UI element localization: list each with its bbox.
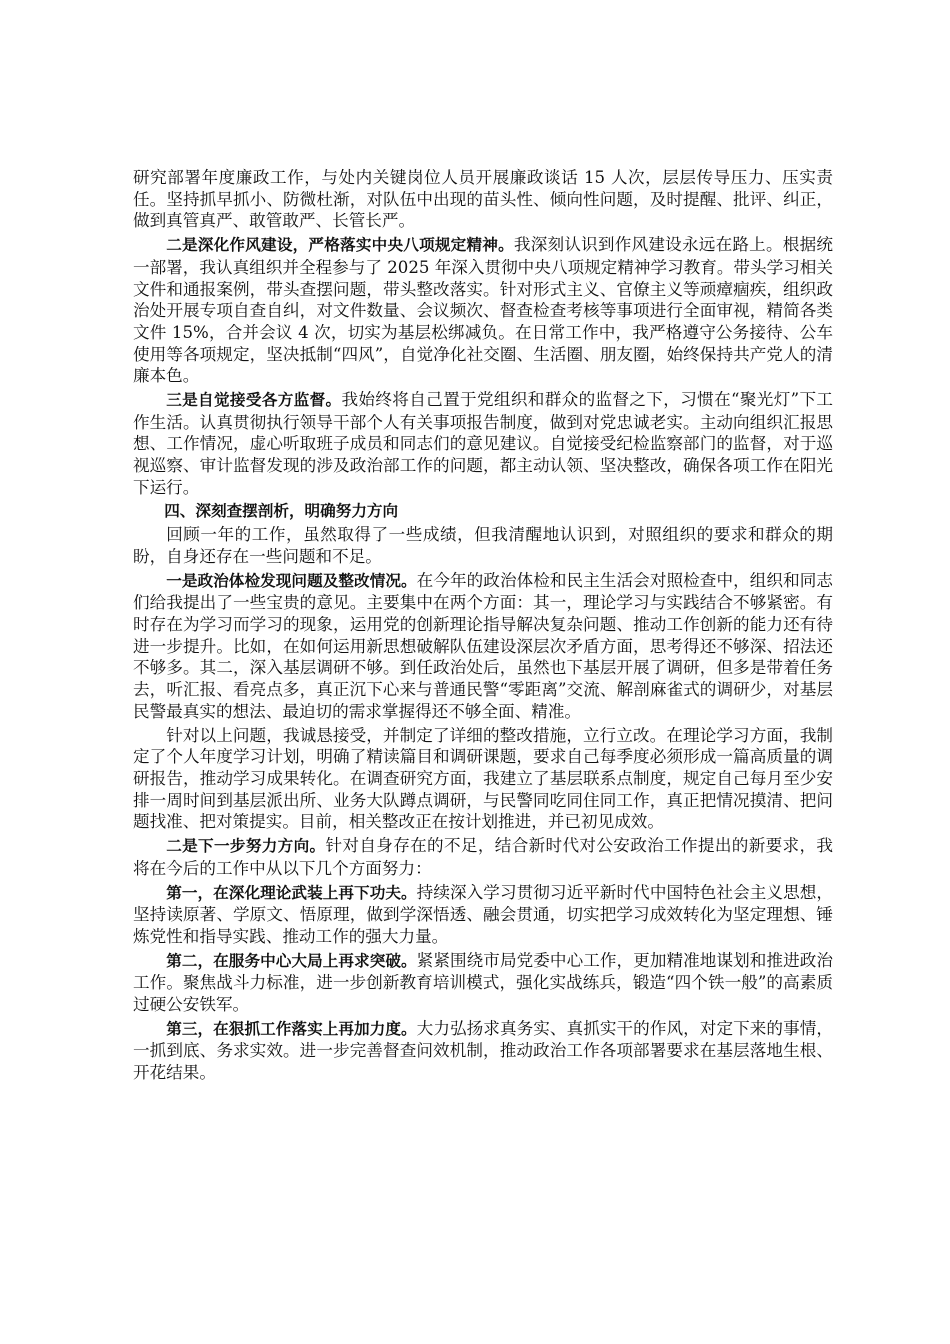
paragraph-10: [133, 1018, 833, 1084]
paragraph-lead: 二是深化作风建设，严格落实中央八项规定精神。: [166, 236, 514, 255]
paragraph-lead: 一是政治体检发现问题及整改情况。: [166, 571, 417, 590]
section-heading: 四、深刻查摆剖析，明确努力方向: [164, 501, 399, 520]
paragraph-text: 针对以上问题，我诚恳接受，并制定了详细的整改措施，立行立改。在理论学习方面，我制定了个人年度学习计划，明确了精读篇目和调研课题，要求自己每季度必须形成一篇高质量的调研报告，推动学习成果转化。在调查研究方面，我建立了基层联系点制度，规定自己每月至少安排一周时间到基层派出所、业务大队蹲点调研，与民警同吃同住同工作，真正把情况摸清、把问题找准、把对策提实。目前，相关整改正在按计划推进，并已初见成效。: [133, 725, 833, 832]
paragraph-5: [133, 570, 833, 723]
paragraph-2: [133, 389, 833, 499]
paragraph-9: [133, 950, 833, 1016]
paragraph-6: [133, 725, 833, 834]
paragraph-lead: 第二，在服务中心大局上再求突破。: [166, 951, 417, 970]
paragraph-text: 针对自身存在的不足，结合新时代对公安政治工作提出的新要求，我将在今后的工作中从以下几个方面努力：: [133, 836, 833, 878]
paragraph-text: 在今年的政治体检和民主生活会对照检查中，组织和同志们给我提出了一些宝贵的意见。主要集中在两个方面：其一，理论学习与实践结合不够紧密。有时存在为学习而学习的现象，运用党的创新理论指导解决复杂问题、推动工作创新的能力还有待进一步提升。比如，在如何运用新思想破解队伍建设深层次矛盾方面，思考得还不够深、招法还不够多。其二，深入基层调研不够。到任政治处后，虽然也下基层开展了调研，但多是带着任务去，听汇报、看亮点多，真正沉下心来与普通民警“零距离”交流、解剖麻雀式的调研少，对基层民警最真实的想法、最迫切的需求掌握得还不够全面、精准。: [133, 570, 833, 721]
paragraph-4: [133, 524, 833, 567]
paragraph-text: 大力弘扬求真务实、真抓实干的作风，对定下来的事情，一抓到底、务求实效。进一步完善督查问效机制，推动政治工作各项部署要求在基层落地生根、开花结果。: [133, 1018, 833, 1083]
paragraph-text: 研究部署年度廉政工作，与处内关键岗位人员开展廉政谈话 15 人次，层层传导压力、压实责任。坚持抓早抓小、防微杜渐，对队伍中出现的苗头性、倾向性问题，及时提醒、批评、纠正，做到真管真严、敢管敢严、长管长严。: [133, 168, 833, 231]
paragraph-text: 我始终将自己置于党组织和群众的监督之下，习惯在“聚光灯”下工作生活。认真贯彻执行领导干部个人有关事项报告制度，做到对党忠诚老实。主动向组织汇报思想、工作情况，虚心听取班子成员和同志们的意见建议。自觉接受纪检监察部门的监督，对于巡视巡察、审计监督发现的涉及政治部工作的问题，都主动认领、坚决整改，确保各项工作在阳光下运行。: [133, 390, 833, 497]
paragraph-lead: 三是自觉接受各方监督。: [166, 391, 342, 410]
paragraph-text: 回顾一年的工作，虽然取得了一些成绩，但我清醒地认识到，对照组织的要求和群众的期盼，自身还存在一些问题和不足。: [133, 525, 833, 566]
paragraph-text: 紧紧围绕市局党委中心工作，更加精准地谋划和推进政治工作。聚焦战斗力标准，进一步创新教育培训模式，强化实战练兵，锻造“四个铁一般”的高素质过硬公安铁军。: [133, 950, 833, 1015]
paragraph-7: [133, 835, 833, 879]
paragraph-text: 持续深入学习贯彻习近平新时代中国特色社会主义思想，坚持读原著、学原文、悟原理，做到学深悟透、融会贯通，切实把学习成效转化为坚定理想、锤炼党性和指导实践、推动工作的强大力量。: [133, 882, 833, 946]
paragraph-8: [133, 882, 833, 948]
paragraph-text: 我深刻认识到作风建设永远在路上。根据统一部署，我认真组织并全程参与了 2025 年深入贯彻中央八项规定精神学习教育。带头学习相关文件和通报案例，带头查摆问题，带头整改落实。针对形式主义、官僚主义等顽瘴痼疾，组织政治处开展专项自查自纠，对文件数量、会议频次、督查检查考核等事项进行全面审视，精简各类文件 15%，合并会议 4 次，切实为基层松绑减负。在日常工作中，我严格遵守公务接待、公车使用等各项规定，坚决抵制“四风”，自觉净化社交圈、生活圈、朋友圈，始终保持共产党人的清廉本色。: [133, 235, 833, 386]
paragraph-0: [133, 167, 833, 232]
document-body: [133, 167, 833, 1086]
paragraph-lead: 第一，在深化理论武装上再下功夫。: [166, 883, 417, 902]
paragraph-1: [133, 234, 833, 387]
paragraph-lead: 二是下一步努力方向。: [166, 837, 326, 856]
paragraph-lead: 第三，在狠抓工作落实上再加力度。: [166, 1019, 417, 1038]
